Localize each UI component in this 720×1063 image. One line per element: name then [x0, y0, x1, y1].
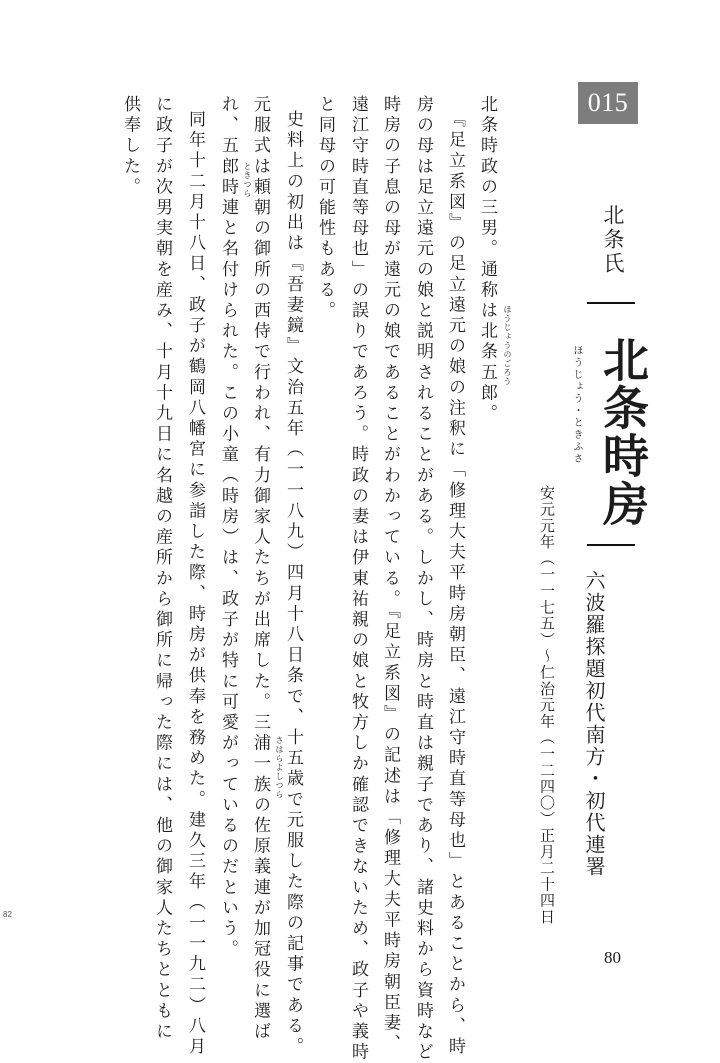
body-line: に政子が次男実朝を産み、十月十九日に名越の産所から御所に帰った際には、他の御家人たちとともに [152, 95, 172, 1043]
heading-rule-top [587, 302, 635, 304]
person-name: 北条時房 [596, 336, 650, 528]
clan-label: 北条氏 [601, 204, 625, 276]
entry-number-badge: 015 [578, 82, 638, 124]
ruby-tokitsura: ときつら [243, 162, 252, 198]
body-line: れ、五郎時連と名付けられた。この小童（時房）は、政子が特に可愛がっているのだという。 [218, 95, 238, 961]
body-line: 元服式は頼朝の御所の西侍で行われ、有力御家人たちが出席した。三浦一族の佐原義連が加冠役に選ば [250, 95, 270, 1043]
body-line: 房の母は足立遠元の娘と説明されることがある。しかし、時房と時直は親子であり、諸史料から資時など [413, 95, 433, 1063]
body-line: 『足立系図』の足立遠元の娘の注釈に「修理大夫平時房朝臣、遠江守時直等母也」とあることから、時 [445, 110, 465, 1058]
body-line: 時房の子息の母が遠元の娘であることがわかっている。『足立系図』の記述は「修理大夫平時房朝臣妻、 [380, 95, 400, 1055]
side-page-number: 82 [3, 910, 12, 919]
body-line: 史料上の初出は『吾妻鏡』文治五年（一一八九）四月十八日条で、十五歳で元服した際の記事である。 [283, 110, 303, 1058]
body-line: 同年十二月十八日、政子が鶴岡八幡宮に参詣した際、時房が供奉を務めた。建久三年（一一九二）八月 [185, 110, 205, 1058]
life-dates: 安元元年（一一七五）～仁治元年（一二四〇）正月二十四日 [538, 485, 556, 926]
heading-rule-bottom [587, 544, 635, 546]
ruby-sahara-yoshitsura: さはらよしつら [275, 736, 284, 799]
person-name-reading: ほうじょう・ときふさ [571, 345, 582, 465]
body-line: と同母の可能性もある。 [315, 95, 335, 322]
body-line: 遠江守時直等母也」の誤りであろう。時政の妻は伊東祐親の娘と牧方しか確認できないため、政子や義時 [348, 95, 368, 1063]
body-line: 北条時政の三男。通称は北条五郎。 [477, 95, 497, 425]
official-title: 六波羅探題初代南方・初代連署 [582, 570, 606, 878]
ruby-hojo-goro: ほうじょうのごろう [503, 305, 512, 386]
body-line: 供奉した。 [120, 95, 140, 198]
page-number: 80 [604, 948, 621, 967]
